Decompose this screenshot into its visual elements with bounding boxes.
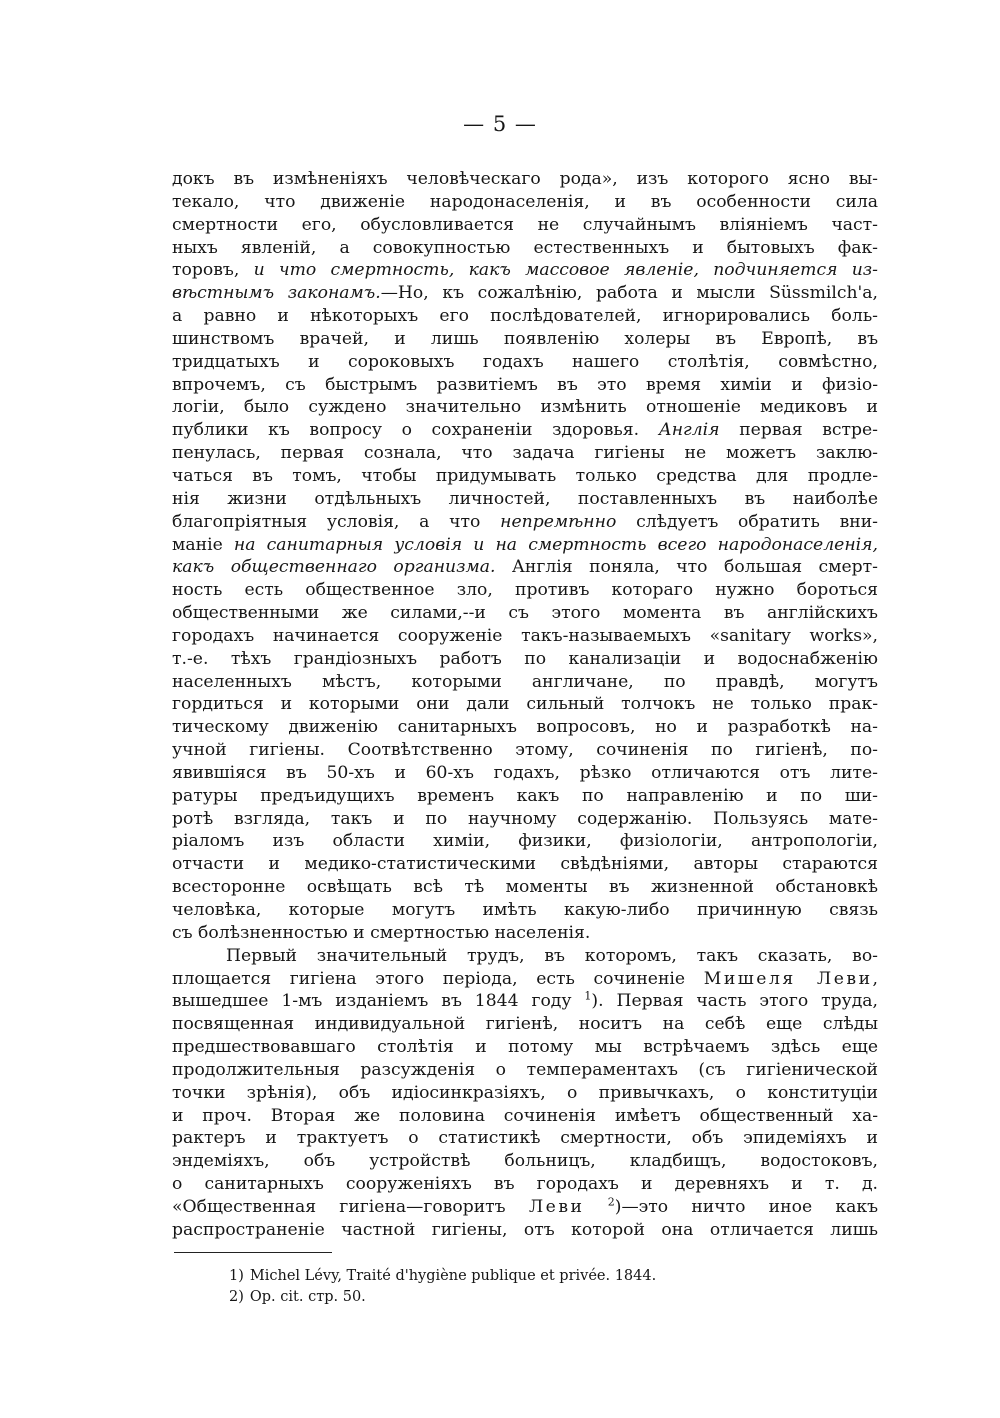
text-line: населенныхъ мѣстъ, которыми англичане, по правдѣ, могутъ [172,671,878,692]
text-line: съ болѣзненностью и смертностью населенія. [172,922,591,943]
text-line [172,1196,878,1219]
italic-emphasis: непремѣнно [500,511,617,532]
text-line: отчасти и медико-статистическими свѣдѣніями, авторы стараются [172,854,878,875]
text-line: логіи, было суждено значительно измѣнить отношеніе медиковъ и [172,397,878,418]
italic-emphasis: и что смертность, какъ массовое явленіе, подчиняется из- [253,260,878,281]
text-line: эндеміяхъ, объ устройствѣ больницъ, кладбищъ, водостоковъ, [172,1151,878,1172]
text-line [172,968,878,991]
text-line: ротѣ взгляда, такъ и по научному содержанію. Пользуясь мате- [172,808,878,829]
page-number: — 5 — [463,112,537,136]
text-line [172,259,878,282]
text-line: тридцатыхъ и сороковыхъ годахъ нашего столѣтія, совмѣстно, [172,351,878,372]
text-line: текало, что движеніе народонаселенія, и въ особенности сила [172,191,878,212]
text-line: рактеръ и трактуетъ о статистикѣ смертности, объ эпидеміяхъ и [172,1128,878,1149]
text-line [172,534,878,557]
text-run: публики къ вопросу о сохраненіи здоровья. [172,420,659,441]
text-run: ). Первая часть этого труда, [591,991,878,1012]
text-line: пенулась, первая сознала, что задача гигіены не можетъ заклю- [172,443,878,464]
text-run: , [872,968,878,989]
text-line: чаться въ томъ, чтобы придумывать только средства для продле- [172,465,878,486]
text-line: продолжительныя разсужденія о темпераментахъ (съ гигіенической [172,1059,878,1080]
text-line: а равно и нѣкоторыхъ его послѣдователей, игнорировались боль- [172,306,878,327]
text-line [172,511,878,534]
body-text [172,168,878,1242]
footnote-text: Op. cit. стр. 50. [249,1289,366,1305]
text-run: Англія поняла, что большая смерт- [495,557,878,578]
text-line: распространеніе частной гигіены, отъ которой она отличается лишь [172,1219,878,1240]
text-run: площается гигіена этого періода, есть сочиненіе [172,968,704,989]
text-line: Первый значительный трудъ, въ которомъ, такъ сказать, во- [226,945,878,966]
text-line: общественными же силами,--и съ этого момента въ англійскихъ [172,603,878,624]
text-line: ныхъ явленій, а совокупностью естественныхъ и бытовыхъ фак- [172,237,878,258]
text-line: тическому движенію санитарныхъ вопросовъ, но и разработкѣ на- [172,717,878,738]
text-run: «Общественная гигіена—говоритъ [172,1196,529,1217]
text-line: смертности его, обусловливается не случайнымъ вліяніемъ част- [172,214,878,235]
text-run: благопріятныя условія, а что [172,511,501,532]
text-line: гордиться и которыми они дали сильный толчокъ не только прак- [172,694,878,715]
footnote-ref: 2 [607,1195,615,1209]
text-line: учной гигіены. Соотвѣтственно этому, сочиненія по гигіенѣ, по- [172,740,878,761]
text-line: посвященная индивидуальной гигіенѣ, носитъ на себѣ еще слѣды [172,1014,878,1035]
footnote-marker: 1) [229,1268,244,1284]
spaced-name: Мишеля Леви [703,968,873,989]
text-line [172,556,878,579]
text-line [172,282,878,305]
text-line: ратуры предъидущихъ временъ какъ по направленію и по ши- [172,785,878,806]
footnote-ref: 1 [584,990,592,1003]
text-line: городахъ начинается сооруженіе такъ-называемыхъ «sanitary works», [172,625,878,646]
footnote-marker: 2) [229,1289,244,1305]
text-line: ность есть общественное зло, противъ котораго нужно бороться [172,580,878,601]
text-run: первая встре- [719,420,878,441]
text-line [172,990,878,1013]
text-run: маніе [172,534,234,555]
italic-emphasis: на санитарныя условія и на смертность всего народонаселенія, [233,534,878,555]
footnote [229,1287,869,1308]
text-line: т.-е. тѣхъ грандіозныхъ работъ по канализаціи и водоснабженію [172,648,878,669]
footnote-text: Michel Lévy, Traité d'hygiène publique et privée. 1844. [249,1268,657,1284]
text-run: слѣдуетъ обратить вни- [616,511,878,532]
footnote [229,1266,869,1287]
italic-emphasis: вѣстнымъ законамъ. [172,283,381,304]
text-line: нія жизни отдѣльныхъ личностей, поставленныхъ въ наиболѣе [172,488,878,509]
text-line: впрочемъ, съ быстрымъ развитіемъ въ это время химіи и физіо- [172,374,878,395]
text-line: точки зрѣнія), объ идіосинкразіяхъ, о привычкахъ, о конституціи [172,1082,878,1103]
text-run: )—это ничто иное какъ [614,1196,878,1217]
text-line: предшествовавшаго столѣтія и потому мы встрѣчаемъ здѣсь еще [172,1037,878,1058]
text-run: вышедшее 1-мъ изданіемъ въ 1844 году [172,991,585,1012]
footnote-divider [174,1252,332,1253]
text-line: и проч. Вторая же половина сочиненія имѣетъ общественный ха- [172,1105,878,1126]
text-run: —Но, къ сожалѣнію, работа и мысли Süssmilch'a, [380,283,878,304]
text-line: докъ въ измѣненіяхъ человѣческаго рода», изъ которого ясно вы- [172,169,878,189]
italic-emphasis: Англія [658,420,720,441]
footnotes [229,1266,869,1308]
italic-emphasis: какъ общественнаго организма. [172,557,496,578]
text-line [172,419,878,442]
text-line: всесторонне освѣщать всѣ тѣ моменты въ жизненной обстановкѣ [172,877,878,898]
spaced-name: Леви [528,1196,585,1217]
text-line: ріаломъ изъ области химіи, физики, физіологіи, антропологіи, [172,831,878,852]
text-line: явившіяся въ 50-хъ и 60-хъ годахъ, рѣзко отличаются отъ лите- [172,762,878,783]
text-run: торовъ, [172,260,254,281]
text-line: человѣка, которые могутъ имѣть какую-либо причинную связь [172,900,878,920]
text-run [585,1197,608,1217]
text-line: шинствомъ врачей, и лишь появленію холеры въ Европѣ, въ [172,328,878,349]
text-line: о санитарныхъ сооруженіяхъ въ городахъ и деревняхъ и т. д. [172,1174,878,1195]
